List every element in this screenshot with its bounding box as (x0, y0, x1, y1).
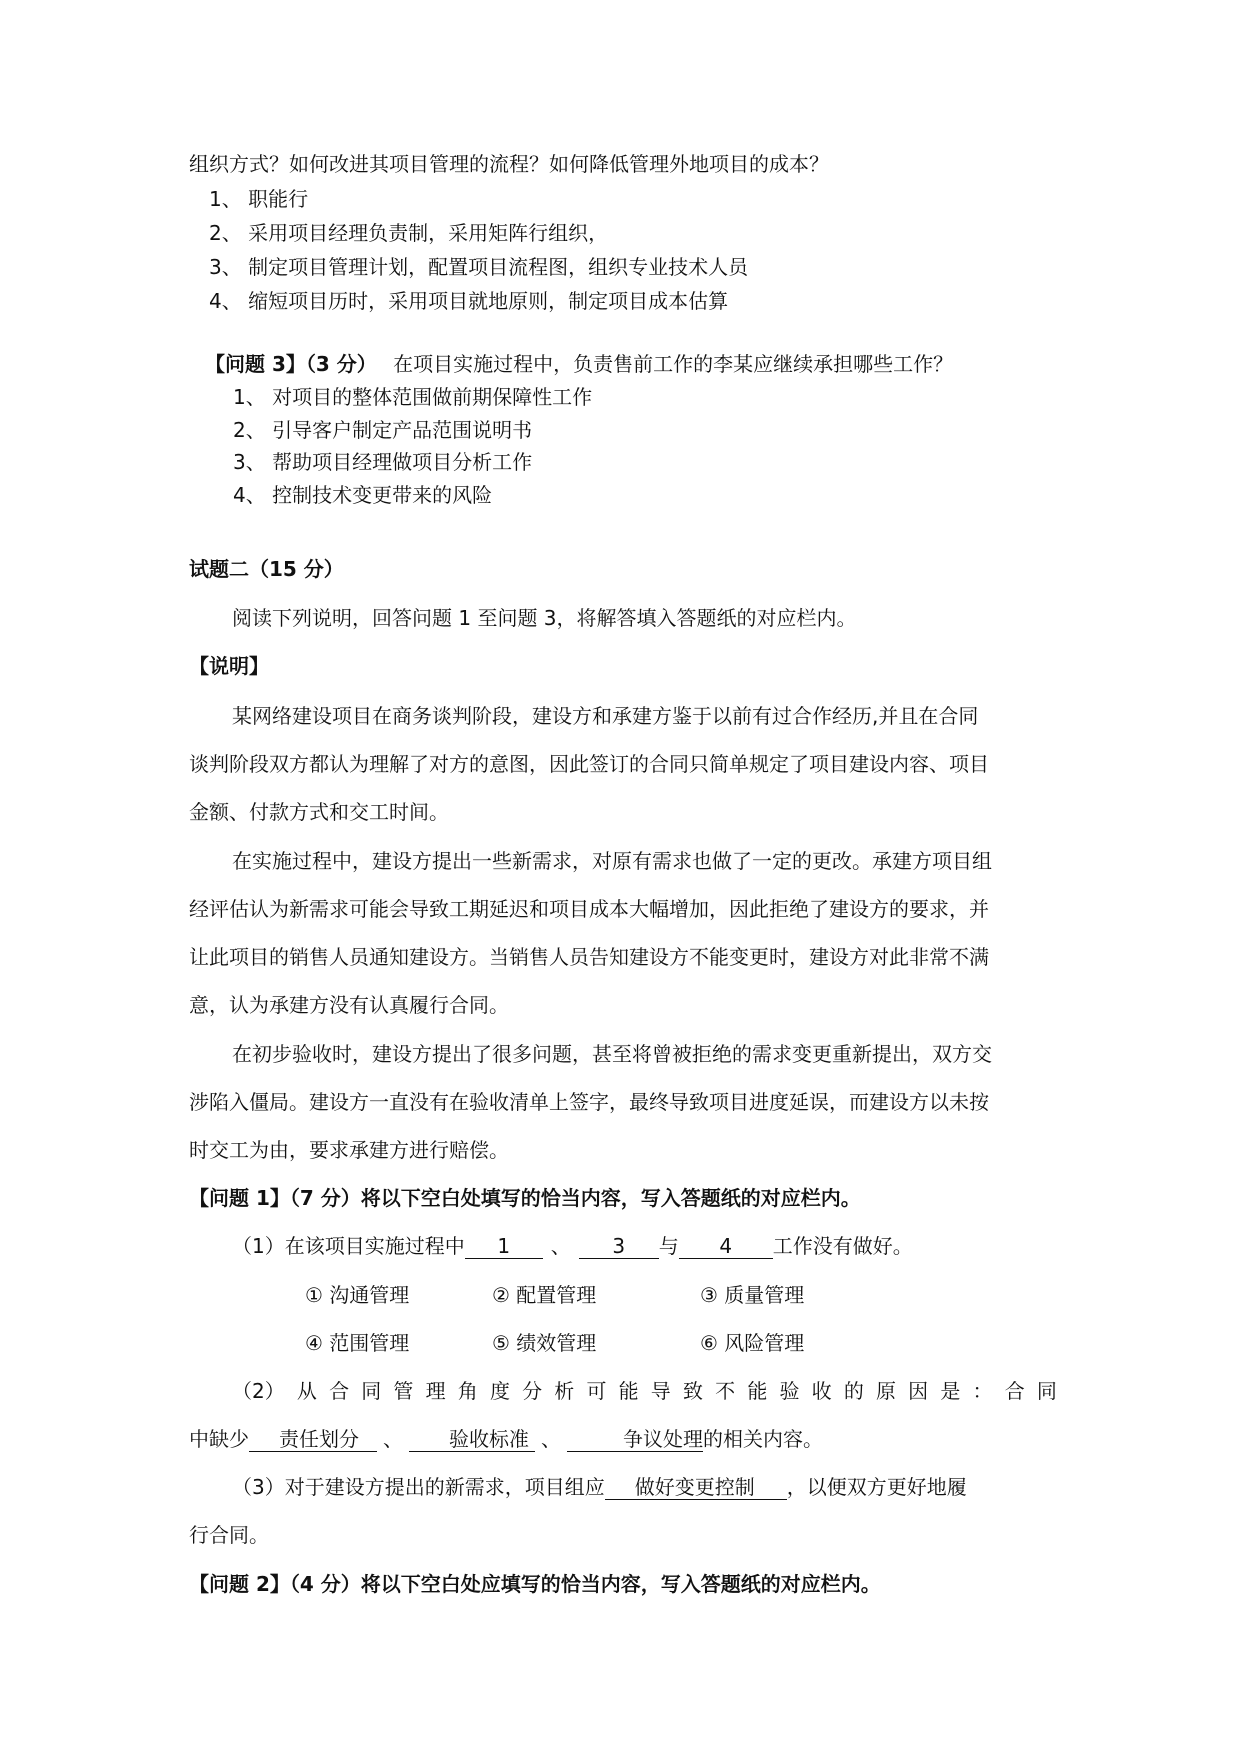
q1-s2-sep1: 、 (383, 1427, 403, 1451)
q1-s2-char: 同 (361, 1379, 382, 1403)
q3-item-1: 1、 对项目的整体范围做前期保障性工作 (233, 385, 593, 409)
q1-s1-answer-1: 1 (465, 1234, 543, 1259)
intro-item-2: 2、 采用项目经理负责制，采用矩阵行组织， (209, 221, 609, 245)
q1-s1-sep1: 、 (550, 1234, 571, 1258)
q1-s3-line2: 行合同。 (189, 1523, 269, 1547)
para2-line1: 在实施过程中，建设方提出一些新需求，对原有需求也做了一定的更改。承建方项目组 (232, 849, 992, 873)
q1-s3-pre: （3）对于建设方提出的新需求，项目组应 (232, 1475, 605, 1499)
q1-s2-char: 能 (618, 1379, 639, 1403)
para3-line1: 在初步验收时，建设方提出了很多问题，甚至将曾被拒绝的需求变更重新提出，双方交 (232, 1042, 992, 1066)
q1-s1-answer-3: 4 (679, 1234, 773, 1259)
q1-s2-char: 角 (457, 1379, 478, 1403)
q1-s2-line2 (189, 1425, 823, 1453)
option-4: ④ 范围管理 (305, 1331, 410, 1355)
exam2-instruction: 阅读下列说明，回答问题 1 至问题 3，将解答填入答题纸的对应栏内。 (232, 606, 857, 630)
q1-s2-char: 同 (1036, 1379, 1057, 1403)
para1-line3: 金额、付款方式和交工时间。 (189, 800, 449, 824)
q3-item-3: 3、 帮助项目经理做项目分析工作 (233, 450, 533, 474)
q1-s1-sep2: 与 (658, 1234, 679, 1258)
q1-s2-char: 合 (329, 1379, 350, 1403)
q1-s2-post: 的相关内容。 (703, 1427, 823, 1451)
q3-label: 【问题 3】（3 分） (205, 352, 377, 376)
q1-s2-char: 度 (489, 1379, 510, 1403)
q1-s3-answer-1: 做好变更控制 (605, 1475, 787, 1500)
q1-s1-post: 工作没有做好。 (772, 1234, 913, 1258)
q1-s2-char: 的 (843, 1379, 864, 1403)
q1-s2-char: 验 (779, 1379, 800, 1403)
q1-s2-char: 分 (522, 1379, 543, 1403)
q1-heading: 【问题 1】（7 分）将以下空白处填写的恰当内容，写入答题纸的对应栏内。 (189, 1186, 861, 1210)
q1-s2-char: 可 (586, 1379, 607, 1403)
q1-s2-answer-3: 争议处理 (567, 1427, 703, 1452)
q1-s2-char: 合 (1004, 1379, 1025, 1403)
exam2-desc-label: 【说明】 (189, 654, 269, 678)
q1-s2-char: 不 (715, 1379, 736, 1403)
para2-line3: 让此项目的销售人员通知建设方。当销售人员告知建设方不能变更时，建设方对此非常不满 (189, 945, 989, 969)
q1-s2-sep2: 、 (541, 1427, 561, 1451)
para1-line1: 某网络建设项目在商务谈判阶段，建设方和承建方鉴于以前有过合作经历,并且在合同 (232, 704, 979, 728)
q3-line (205, 350, 953, 378)
para3-line2: 涉陷入僵局。建设方一直没有在验收清单上签字，最终导致项目进度延误，而建设方以未按 (189, 1090, 989, 1114)
q1-s1-answer-2: 3 (579, 1234, 659, 1259)
option-3: ③ 质量管理 (700, 1283, 805, 1307)
intro-item-3: 3、 制定项目管理计划，配置项目流程图，组织专业技术人员 (209, 255, 749, 279)
para1-line2: 谈判阶段双方都认为理解了对方的意图，因此签订的合同只简单规定了项目建设内容、项目 (189, 752, 989, 776)
para2-line4: 意，认为承建方没有认真履行合同。 (189, 993, 509, 1017)
option-2: ② 配置管理 (492, 1283, 597, 1307)
exam2-title: 试题二（15 分） (189, 557, 344, 581)
q1-s2-char: 从 (296, 1379, 317, 1403)
q3-text: 在项目实施过程中，负责售前工作的李某应继续承担哪些工作？ (393, 352, 954, 376)
intro-item-4: 4、 缩短项目历时，采用项目就地原则，制定项目成本估算 (209, 289, 729, 313)
q1-s2-pre: 中缺少 (189, 1427, 249, 1451)
q1-s1 (232, 1232, 913, 1260)
q1-s2-answer-2: 验收标准 (409, 1427, 535, 1452)
option-6: ⑥ 风险管理 (700, 1331, 805, 1355)
q1-s2-char: 管 (393, 1379, 414, 1403)
option-5: ⑤ 绩效管理 (492, 1331, 597, 1355)
intro-text: 组织方式？如何改进其项目管理的流程？如何降低管理外地项目的成本？ (189, 152, 829, 176)
q3-item-2: 2、 引导客户制定产品范围说明书 (233, 418, 533, 442)
para2-line2: 经评估认为新需求可能会导致工期延迟和项目成本大幅增加，因此拒绝了建设方的要求，并 (189, 897, 989, 921)
option-1: ① 沟通管理 (305, 1283, 410, 1307)
q1-s2-char: （2） (232, 1379, 285, 1403)
q1-s2-char: 能 (747, 1379, 768, 1403)
q1-s2-char: 理 (425, 1379, 446, 1403)
q1-s3-post: ，以便双方更好地履 (786, 1475, 967, 1499)
q1-s1-pre: （1）在该项目实施过程中 (232, 1234, 465, 1258)
q3-item-4: 4、 控制技术变更带来的风险 (233, 483, 493, 507)
q1-s2-char: 是 (940, 1379, 961, 1403)
q1-s2-char: 因 (908, 1379, 929, 1403)
intro-item-1: 1、 职能行 (209, 187, 309, 211)
q1-s2-char: 致 (682, 1379, 703, 1403)
q1-s2-char: 收 (811, 1379, 832, 1403)
q1-s2-char: 析 (554, 1379, 575, 1403)
q2-heading: 【问题 2】（4 分）将以下空白处应填写的恰当内容，写入答题纸的对应栏内。 (189, 1572, 881, 1596)
q1-s2-char: ： (972, 1379, 993, 1403)
q1-s2-line1 (232, 1377, 1057, 1405)
q1-s2-char: 原 (876, 1379, 896, 1403)
q1-s3-line1 (232, 1473, 967, 1501)
q1-s2-answer-1: 责任划分 (249, 1427, 377, 1452)
para3-line3: 时交工为由，要求承建方进行赔偿。 (189, 1138, 509, 1162)
q1-s2-char: 导 (650, 1379, 671, 1403)
